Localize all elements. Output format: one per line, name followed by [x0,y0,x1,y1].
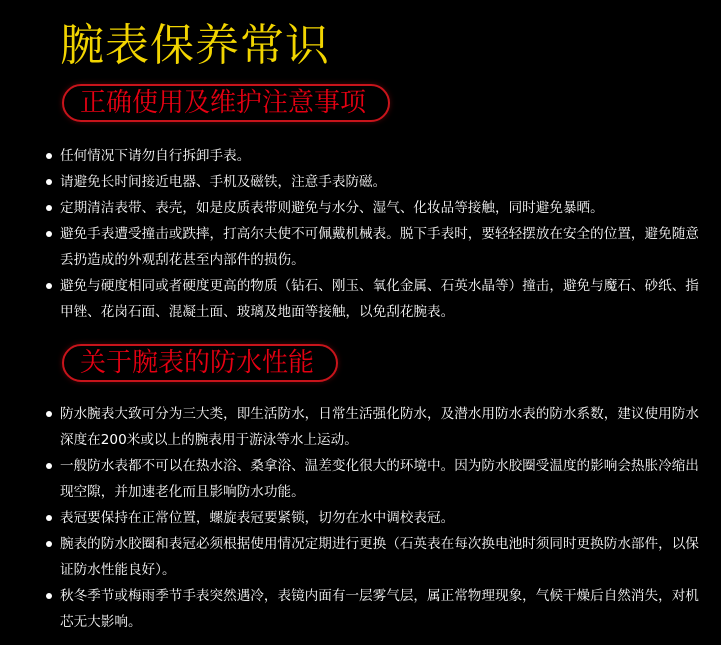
list-item [0,143,721,169]
bullet-dot-icon [46,205,52,211]
bullet-dot-icon [46,515,52,521]
list-item-text: 一般防水表都不可以在热水浴、桑拿浴、温差变化很大的环境中。因为防水胶圈受温度的影响会热胀冷缩出现空隙，并加速老化而且影响防水功能。 [60,458,699,500]
section-heading-waterproof: 关于腕表的防水性能 [62,344,338,382]
list-item [0,169,721,195]
bullet-dot-icon [46,411,52,417]
list-item-text: 避免手表遭受撞击或跌摔，打高尔夫使不可佩戴机械表。脱下手表时，要轻轻摆放在安全的位置，避免随意丢扔造成的外观刮花甚至内部件的损伤。 [60,226,699,268]
list-item [0,221,721,273]
list-item [0,273,721,325]
bullet-dot-icon [46,231,52,237]
list-item-text: 秋冬季节或梅雨季节手表突然遇冷，表镜内面有一层雾气层，属正常物理现象，气候干燥后自然消失，对机芯无大影响。 [60,588,699,630]
list-item-text: 定期清洁表带、表壳，如是皮质表带则避免与水分、湿气、化妆品等接触，同时避免暴晒。 [60,200,604,216]
list-item-text: 请避免长时间接近电器、手机及磁铁，注意手表防磁。 [60,174,387,190]
list-item-text: 任何情况下请勿自行拆卸手表。 [60,148,251,164]
list-item-text: 腕表的防水胶圈和表冠必须根据使用情况定期进行更换（石英表在每次换电池时须同时更换防水部件，以保证防水性能良好）。 [60,536,699,578]
usage-bullet-list [0,143,721,325]
bullet-dot-icon [46,593,52,599]
section-heading-usage: 正确使用及维护注意事项 [62,84,390,122]
list-item [0,505,721,531]
bullet-dot-icon [46,463,52,469]
waterproof-bullet-list [0,401,721,635]
list-item-text: 避免与硬度相同或者硬度更高的物质（钻石、刚玉、氧化金属、石英水晶等）撞击，避免与魔石、砂纸、指甲锉、花岗石面、混凝土面、玻璃及地面等接触，以免刮花腕表。 [60,278,699,320]
list-item-text: 防水腕表大致可分为三大类，即生活防水，日常生活强化防水，及潜水用防水表的防水系数，建议使用防水深度在200米或以上的腕表用于游泳等水上运动。 [60,406,699,448]
list-item [0,195,721,221]
bullet-dot-icon [46,541,52,547]
list-item [0,453,721,505]
list-item-text: 表冠要保持在正常位置，螺旋表冠要紧锁，切勿在水中调校表冠。 [60,510,455,526]
bullet-dot-icon [46,179,52,185]
bullet-dot-icon [46,153,52,159]
list-item [0,401,721,453]
page-title: 腕表保养常识 [60,20,330,71]
bullet-dot-icon [46,283,52,289]
list-item [0,531,721,583]
list-item [0,583,721,635]
